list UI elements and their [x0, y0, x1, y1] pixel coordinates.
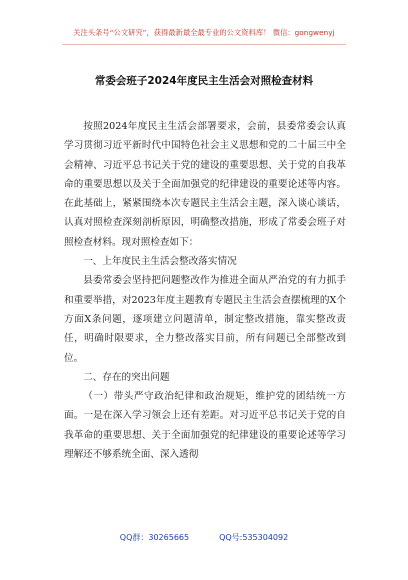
footer-qq-group: QQ群：30265665: [119, 533, 190, 542]
paragraph-section-1: 县委常委会坚持把问题整改作为推进全面从严治党的有力抓手和重要举措，对2023年度主题教育专题民主生活会查摆梳理的X个方面X条问题，逐项建立问题清单，制定整改措施，靠实整改责任，明确时限要求，全力整改落实目前，所有问题已全部整改到位。: [64, 275, 346, 364]
header-banner: 关注头条号“公文研究”，获得最新最全最专业的公文资料库！ 微信：gongwenyj: [73, 28, 335, 37]
footer-contact: [0, 532, 408, 543]
paragraph-intro: 按照2024年度民主生活会部署要求，会前，县委常委会认真学习贯彻习近平新时代中国特色社会主义思想和党的二十届三中全会精神、习近平总书记关于党的建设的重要思想、关于党的自我革命的重要思想以及关于全面加强党的纪律建设的重要论述等内容。在此基础上，紧紧围绕本次专题民主生活会主题，深入谈心谈话，认真对照检查深刻剖析原因，明确整改措施，形成了常委会班子对照检查材料。现对照检查如下：: [64, 121, 346, 248]
header-divider: [62, 44, 346, 45]
section-heading-1: 一、上年度民主生活会整改落实情况: [83, 256, 237, 268]
section-heading-2: 二、存在的突出问题: [83, 371, 170, 383]
footer-qq-number: QQ号:535304092: [219, 533, 289, 542]
paragraph-section-2: （一）带头严守政治纪律和政治规矩，维护党的团结统一方面。一是在深入学习领会上还有差距。对习近平总书记关于党的自我革命的重要思想、关于全面加强党的纪律建设的重要论述等学习理解还不够系统全面、深入透彻: [64, 391, 346, 461]
document-title: 常委会班子2024年度民主生活会对照检查材料: [94, 75, 314, 87]
document-body: [64, 117, 346, 464]
